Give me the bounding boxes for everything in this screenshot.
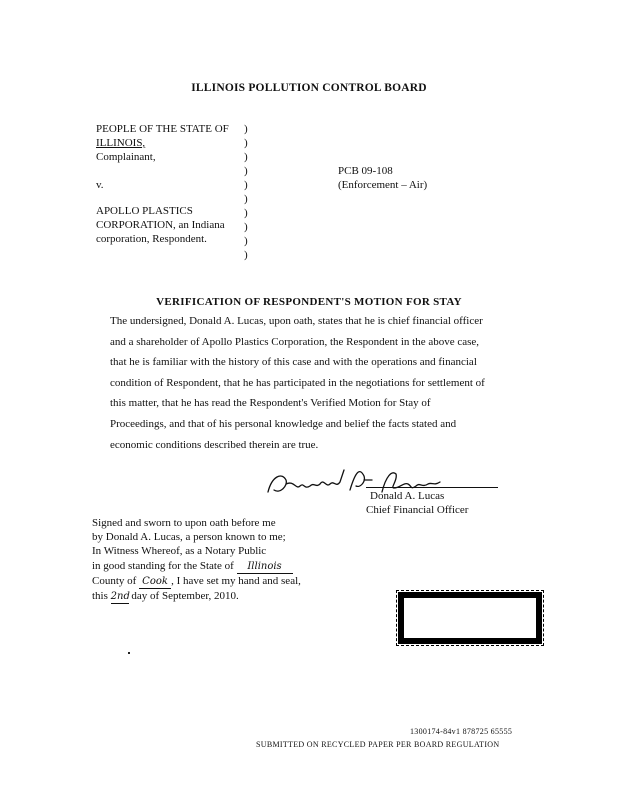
stray-mark [128,652,130,654]
body-line: condition of Respondent, that he has participated in the negotiations for settlement of [110,376,485,389]
body-line: The undersigned, Donald A. Lucas, upon oath, states that he is chief financial officer [110,315,483,327]
notary-line: by Donald A. Lucas, a person known to me; [92,531,286,544]
notary-date-suffix: day of September, 2010. [131,589,239,602]
notary-block [92,516,301,604]
notary-state-line [92,559,301,574]
caption-line: corporation, Respondent. [96,233,207,245]
caption-parties [96,122,229,246]
notary-line: Signed and sworn to upon oath before me [92,517,276,529]
notary-county-line [92,574,301,589]
notary-day-handwritten: 2nd [110,590,130,602]
body-line: and a shareholder of Apollo Plastics Corporation, the Respondent in the above case, [110,335,480,348]
paren: ) [244,151,248,163]
notary-date-line [92,589,301,604]
caption-paren-column [244,122,248,262]
caption-line: APOLLO PLASTICS [96,205,193,217]
caption-line: v. [96,179,104,191]
paren: ) [244,179,248,191]
paren: ) [244,193,248,205]
caption-line: CORPORATION, an Indiana [96,219,225,231]
caption-line [96,192,229,204]
notary-seal-redacted [398,592,542,644]
signatory-title: Chief Financial Officer [366,504,469,516]
caption-line: Complainant, [96,151,156,163]
caption-line [96,164,229,178]
caption-line: PEOPLE OF THE STATE OF [96,123,229,135]
paren: ) [244,123,248,135]
body-line: Proceedings, and that of his personal knowledge and belief the facts stated and [110,417,457,430]
body-line: this matter, that he has read the Respondent's Verified Motion for Stay of [110,397,431,410]
notary-date-prefix: this [92,589,108,602]
body-line: that he is familiar with the history of this case and with the operations and financial [110,356,477,369]
signature-line [366,487,498,488]
notary-county-suffix: , I have set my hand and seal, [171,574,301,587]
case-number-block [338,164,427,192]
verification-heading: VERIFICATION OF RESPONDENT'S MOTION FOR STAY [156,296,462,308]
paren: ) [244,207,248,219]
paren: ) [244,137,248,149]
paren: ) [244,221,248,233]
paren: ) [244,235,248,247]
signatory-name: Donald A. Lucas [370,490,445,502]
notary-state-handwritten: Illinois [237,561,293,574]
verification-body [110,311,485,455]
paren: ) [244,249,248,261]
paren: ) [244,165,248,177]
body-line: economic conditions described therein are true. [110,438,319,451]
case-type: (Enforcement – Air) [338,179,428,191]
notary-seal-inner [404,598,536,638]
footer-doc-id: 1300174-84v1 878725 65555 [410,727,513,736]
case-number: PCB 09-108 [338,165,393,177]
page-title: ILLINOIS POLLUTION CONTROL BOARD [191,82,427,94]
notary-state-prefix: in good standing for the State of [92,559,234,572]
notary-county-prefix: County of [92,574,137,587]
caption-line: ILLINOIS, [96,137,146,149]
notary-line: In Witness Whereof, as a Notary Public [92,545,267,558]
notary-county-handwritten: Cook [139,576,171,589]
footer-recycled-notice: SUBMITTED ON RECYCLED PAPER PER BOARD REGULATION [256,740,500,749]
